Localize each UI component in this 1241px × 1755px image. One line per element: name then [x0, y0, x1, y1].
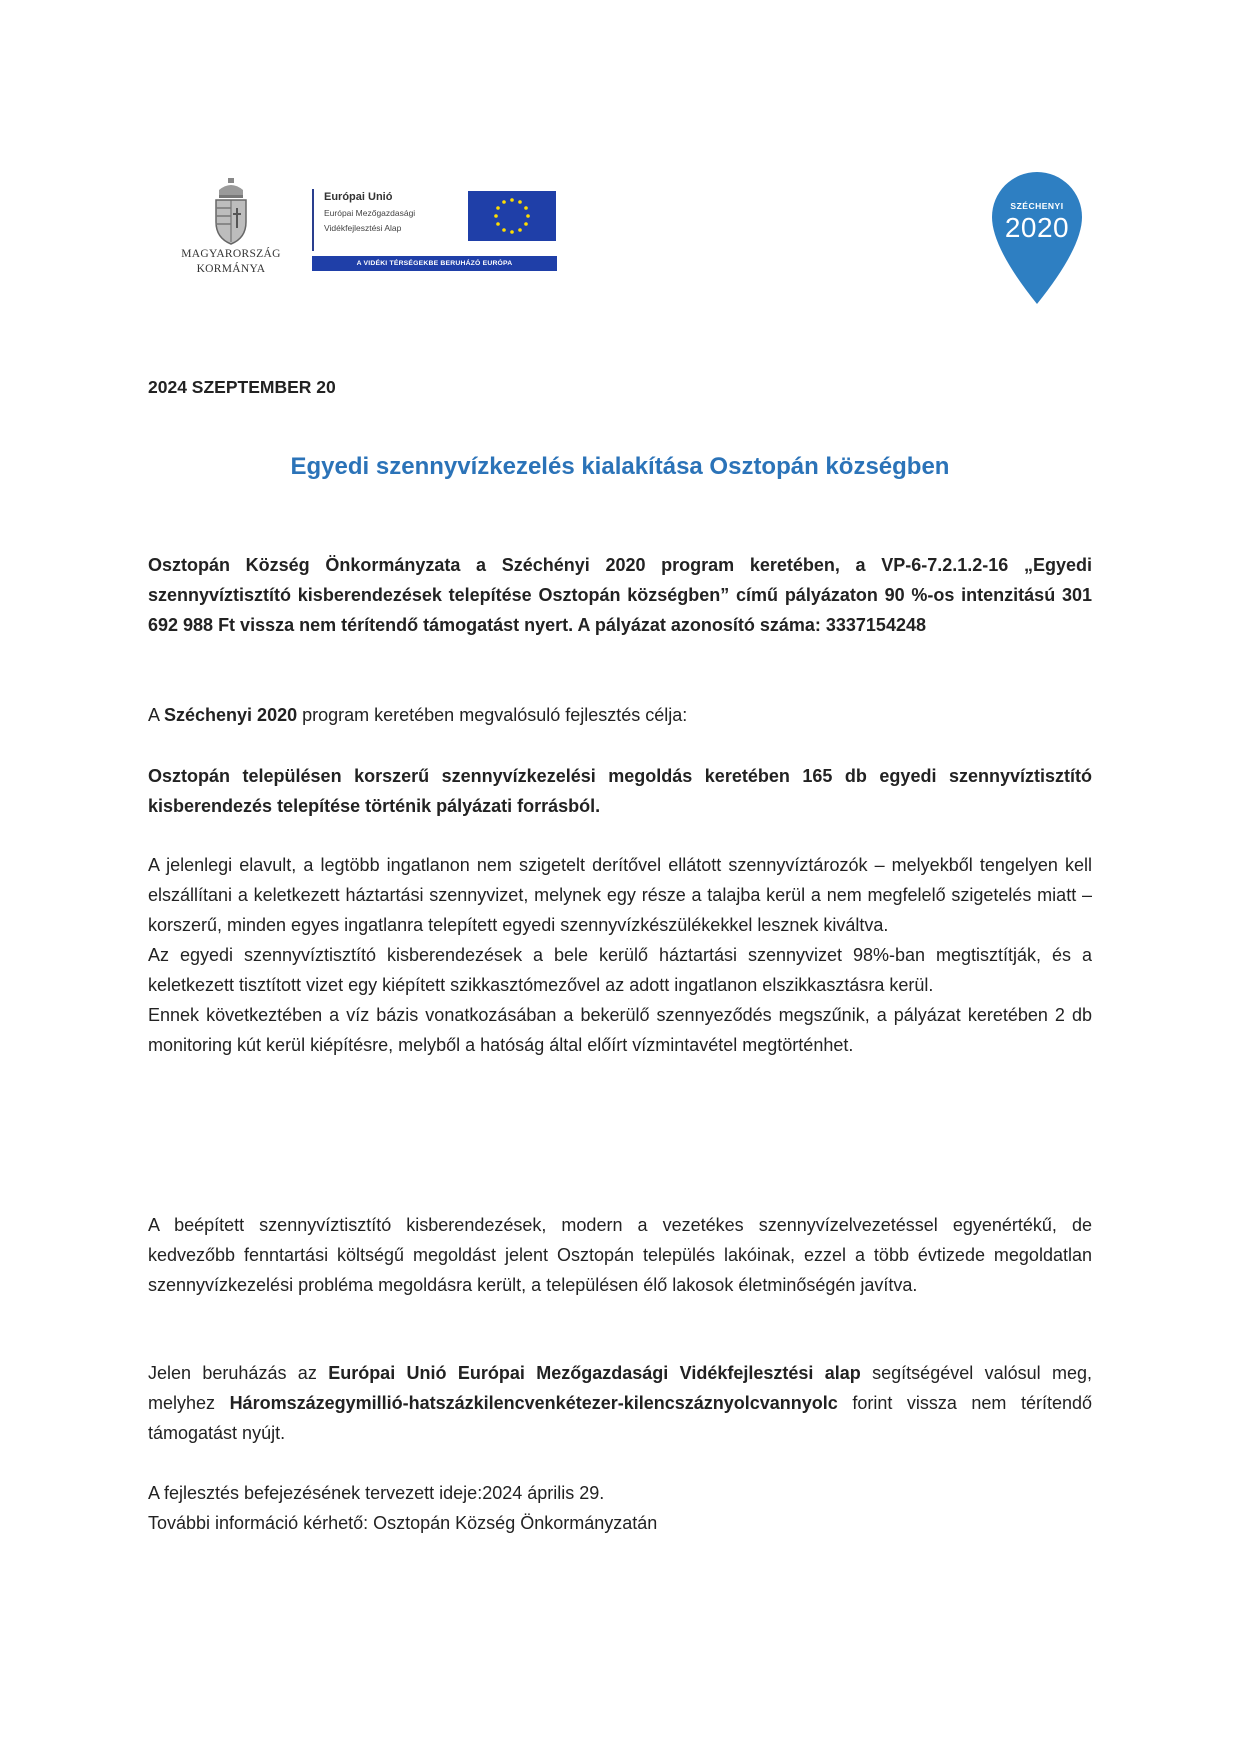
intro-paragraph	[148, 550, 1092, 640]
eu-logo-subtitle-2: Vidékfejlesztési Alap	[324, 223, 402, 233]
funding-paragraph	[148, 1358, 1092, 1448]
document-title: Egyedi szennyvízkezelés kialakítása Osztopán községben	[290, 453, 950, 480]
hu-logo-line1: MAGYARORSZÁG	[181, 248, 281, 260]
funding-text-1: Jelen beruházás az	[148, 1363, 329, 1383]
body-paragraph-4: A beépített szennyvíztisztító kisberendezések, modern a vezetékes szennyvízelvezetéssel egyenértékű, de kedvezőbb fenntartási költségű megoldást jelent Osztopán település lakóinak, ezzel a több évtizede megoldatlan szennyvízkezelési probléma megoldásra került, a településen élő lakosok életminőségén javítva.	[148, 1215, 1092, 1295]
funding-text-2: segítségével valósul meg, melyhez	[148, 1363, 1092, 1413]
goal-text: Osztopán településen korszerű szennyvízkezelési megoldás keretében 165 db egyedi szennyvíztisztító kisberendezés telepítése történik pályázati forrásból.	[148, 766, 1092, 816]
eu-logo-divider	[312, 189, 314, 251]
funding-fund-name: Európai Unió Európai Mezőgazdasági Vidékfejlesztési alap	[328, 1363, 861, 1383]
eu-logo-slogan: A VIDÉKI TÉRSÉGEKBE BERUHÁZÓ EURÓPA	[312, 256, 557, 271]
document-date: 2024 SZEPTEMBER 20	[148, 377, 336, 397]
goal-intro-program: Széchenyi 2020	[164, 705, 298, 725]
eu-flag-icon	[468, 191, 556, 241]
funding-text-3: forint vissza nem térítendő támogatást nyújt.	[148, 1393, 1092, 1443]
goal-intro-suffix: program keretében megvalósuló fejlesztés célja:	[297, 705, 688, 725]
body-paragraph-3: Ennek következtében a víz bázis vonatkozásában a bekerülő szennyeződés megszűnik, a pályázat keretében 2 db monitoring kút kerül kiépítésre, melyből a hatóság által előírt vízmintavétel megtörténhet.	[148, 1005, 1092, 1055]
szechenyi-2020-logo	[990, 170, 1084, 306]
body-paragraph-1: A jelenlegi elavult, a legtöbb ingatlanon nem szigetelt derítővel ellátott szennyvíztározók – melyekből tengelyen kell elszállítani a keletkezett háztartási szennyvizet, melynek egy része a talajba kerül a nem megfelelő szigetelés miatt – korszerű, minden egyes ingatlanra telepített egyedi szennyvízkészülékekkel lesznek kiváltva.	[148, 855, 1092, 935]
eu-fund-logo	[312, 189, 557, 281]
coat-of-arms-icon	[210, 178, 252, 246]
eu-logo-subtitle-1: Európai Mezőgazdasági	[324, 208, 416, 218]
body-block	[148, 850, 1092, 1060]
closing-block	[148, 1478, 1092, 1538]
completion-date-line: A fejlesztés befejezésének tervezett ideje:2024 április 29.	[148, 1483, 605, 1503]
funding-amount-words: Háromszázegymillió-hatszázkilencvenkétezer-kilencszáznyolcvannyolc	[229, 1393, 838, 1413]
goal-intro-paragraph	[148, 700, 1092, 730]
szechenyi-logo-label: SZÉCHENYI	[1010, 201, 1064, 211]
body-paragraph-2: Az egyedi szennyvíztisztító kisberendezések a bele kerülő háztartási szennyvizet 98%-ban megtisztítják, és a keletkezett tisztított vizet egy kiépített szikkasztómezővel az adott ingatlanon elszikkasztásra kerül.	[148, 945, 1092, 995]
goal-paragraph	[148, 761, 1092, 821]
intro-text: Osztopán Község Önkormányzata a Széchényi 2020 program keretében, a VP-6-7.2.1.2-16 „Egyedi szennyvíztisztító kisberendezések telepítése Osztopán községben” című pályázaton 90 %-os intenzitású 301 692 988 Ft vissza nem térítendő támogatást nyert. A pályázat azonosító száma: 3337154248	[148, 555, 1092, 635]
eu-logo-title: Európai Unió	[324, 191, 393, 203]
szechenyi-logo-year: 2020	[1004, 212, 1070, 243]
goal-intro-prefix: A	[148, 705, 165, 725]
hungarian-government-logo	[172, 178, 290, 286]
contact-info-line: További információ kérhető: Osztopán Község Önkormányzatán	[148, 1513, 658, 1533]
hu-logo-line2: KORMÁNYA	[196, 263, 266, 275]
